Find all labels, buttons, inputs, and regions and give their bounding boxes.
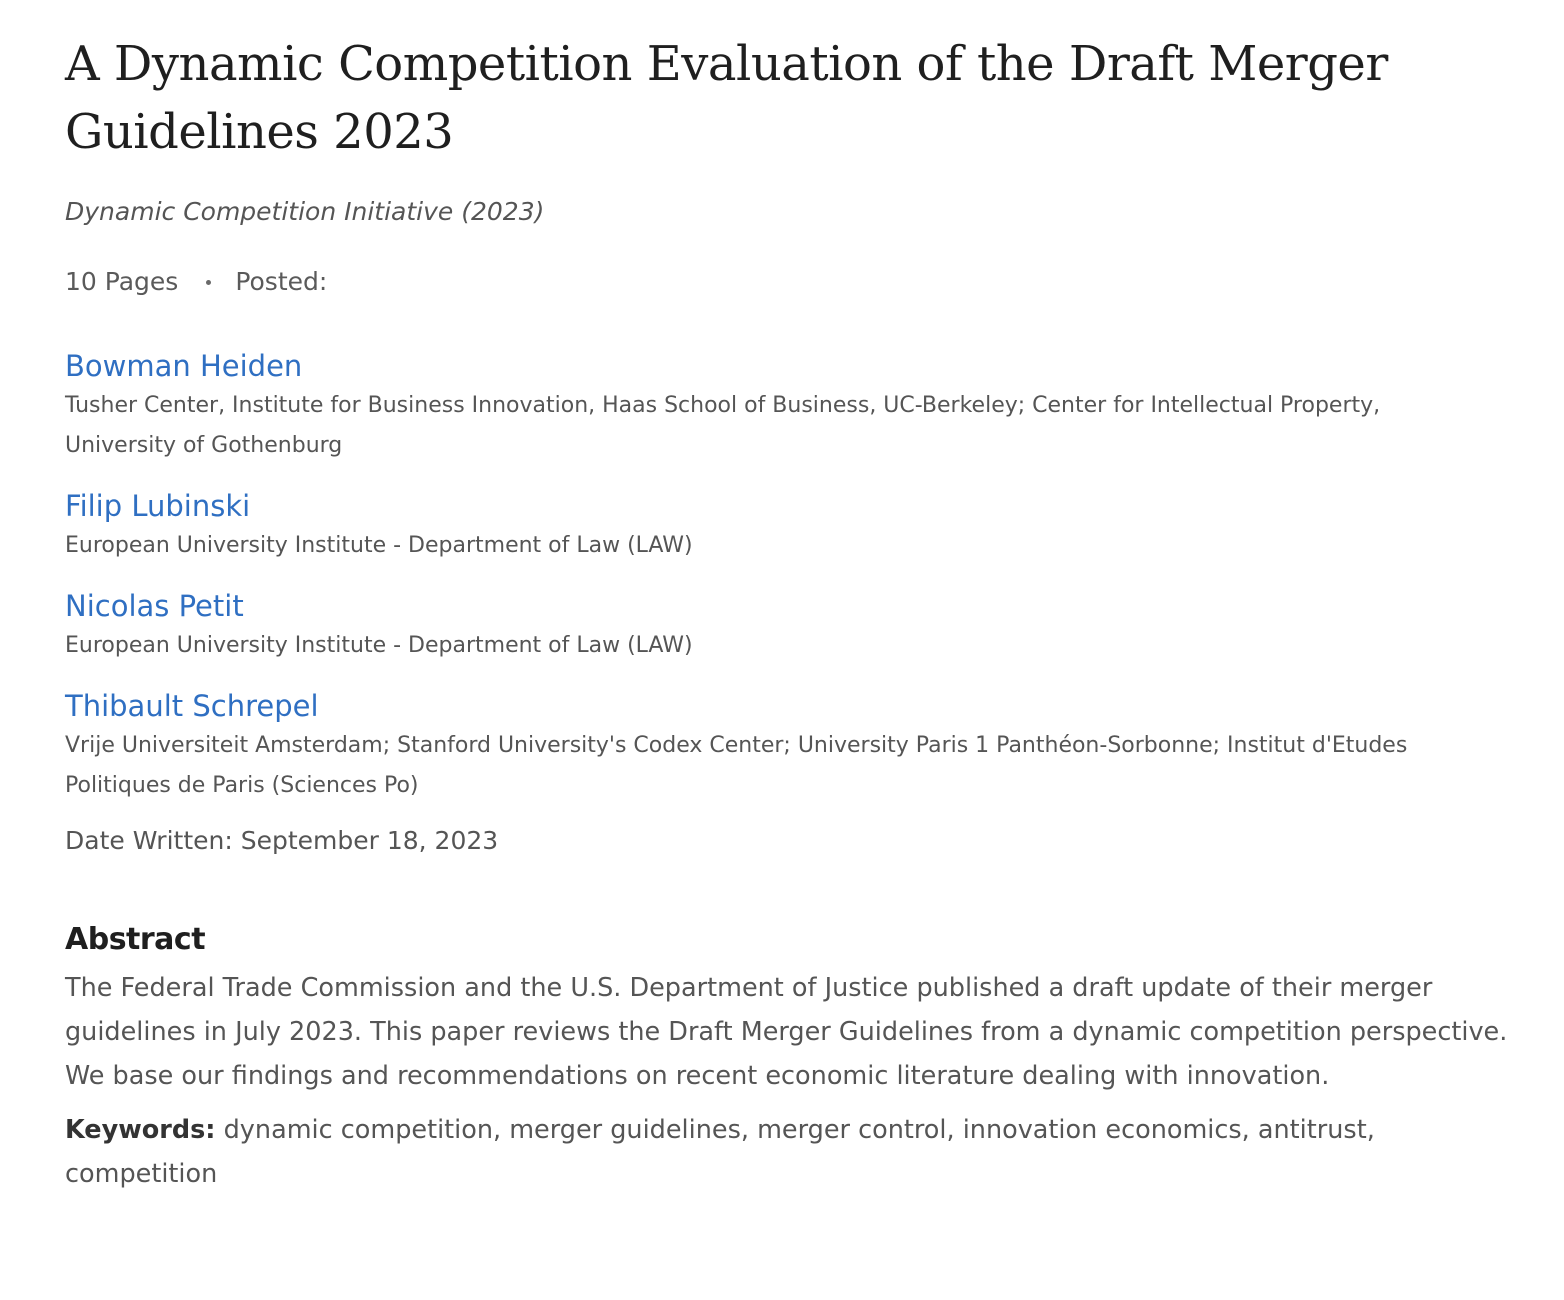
posted-label: Posted: <box>235 267 328 296</box>
series-name: Dynamic Competition Initiative (2023) <box>65 197 545 226</box>
paper-title: A Dynamic Competition Evaluation of the Draft Merger Guidelines 2023 <box>65 36 1388 160</box>
author-affiliation: European University Institute - Department of Law (LAW) <box>65 533 693 558</box>
abstract-heading: Abstract <box>65 922 206 957</box>
author-entry <box>65 586 1480 666</box>
author-entry <box>65 686 1480 806</box>
abstract-text: The Federal Trade Commission and the U.S. Department of Justice published a draft update of their merger guidelines in July 2023. This paper reviews the Draft Merger Guidelines from a dynamic competition perspective. We base our findings and recommendations on recent economic literature dealing with innovation. <box>65 973 1508 1091</box>
keywords <box>65 1108 1465 1196</box>
author-entry <box>65 346 1480 466</box>
author-entry <box>65 486 1480 566</box>
author-link-thibault-schrepel[interactable]: Thibault Schrepel <box>65 689 319 723</box>
author-list <box>65 346 1480 806</box>
date-written: Date Written: September 18, 2023 <box>65 826 499 855</box>
author-affiliation: Tusher Center, Institute for Business Innovation, Haas School of Business, UC-Berkeley; Center for Intellectual Property, University of Gothenburg <box>65 393 1381 458</box>
author-affiliation: Vrije Universiteit Amsterdam; Stanford University's Codex Center; University Paris 1 Panthéon-Sorbonne; Institut d'Etudes Politiques de Paris (Sciences Po) <box>65 733 1408 798</box>
separator-dot <box>206 280 211 285</box>
keywords-label: Keywords: <box>65 1115 216 1145</box>
page-count: 10 Pages <box>65 267 179 296</box>
keywords-list: dynamic competition, merger guidelines, merger control, innovation economics, antitrust, competition <box>65 1115 1375 1189</box>
author-affiliation: European University Institute - Department of Law (LAW) <box>65 633 693 658</box>
paper-meta <box>65 266 1480 298</box>
author-link-filip-lubinski[interactable]: Filip Lubinski <box>65 489 251 523</box>
author-link-nicolas-petit[interactable]: Nicolas Petit <box>65 589 244 623</box>
author-link-bowman-heiden[interactable]: Bowman Heiden <box>65 349 303 383</box>
